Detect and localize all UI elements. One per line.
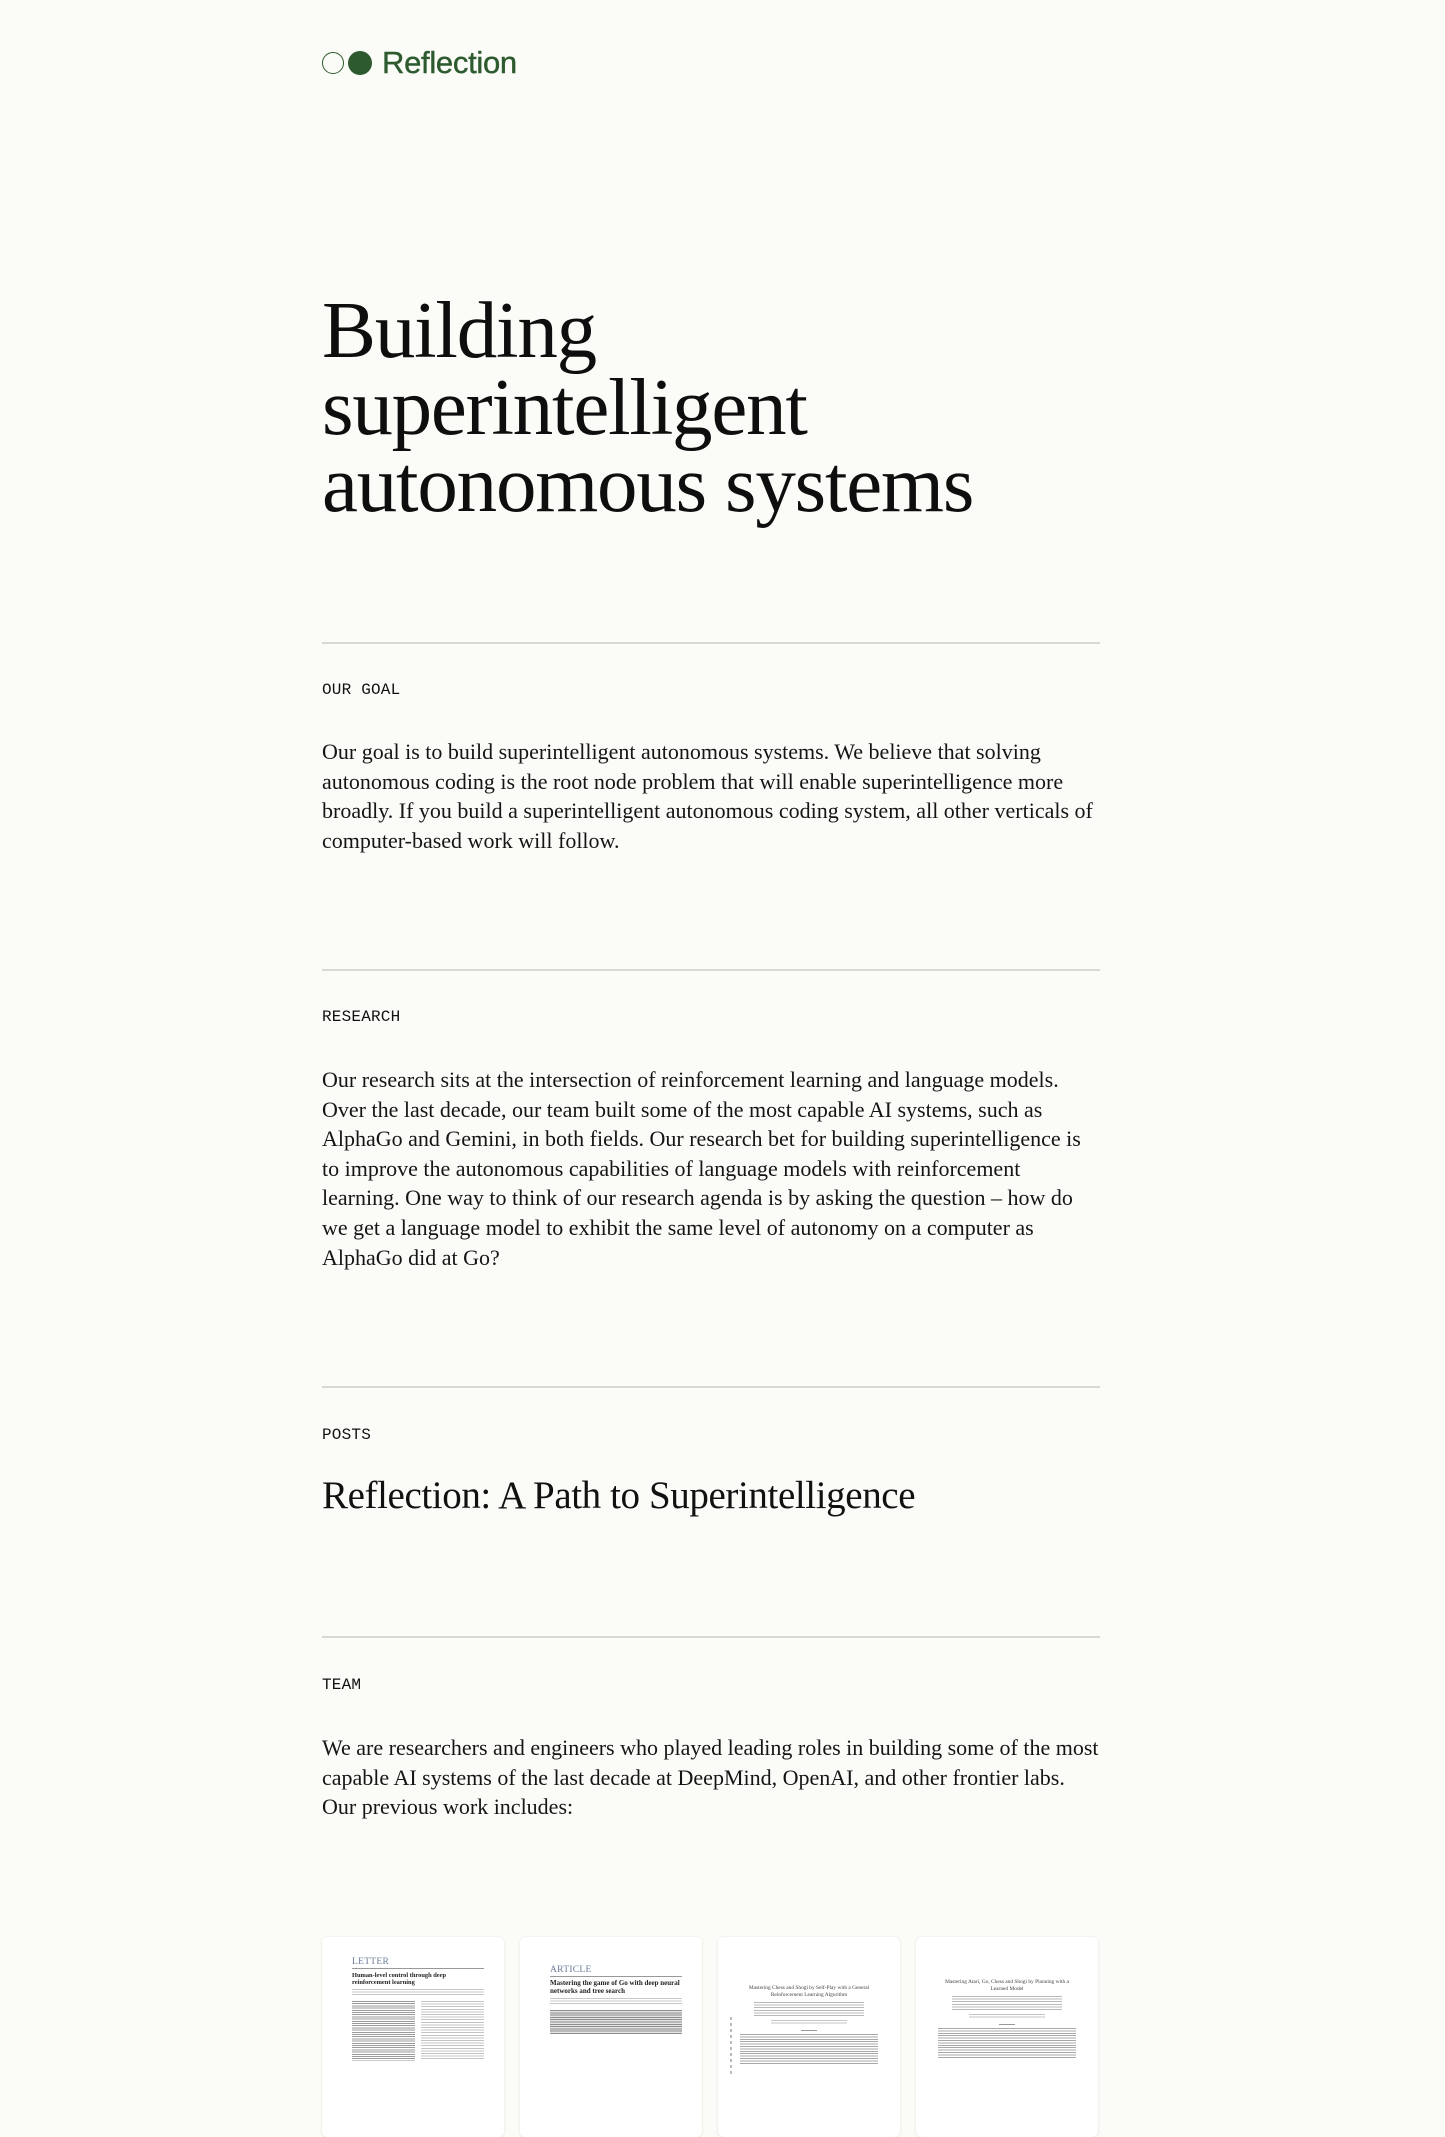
- paper-authors-lines: [550, 1998, 682, 2004]
- hero-title-line-2: superintelligent: [322, 362, 807, 452]
- paper-abstract-lines: [740, 2034, 878, 2064]
- hero-title: [322, 285, 1102, 529]
- logo-wordmark: Reflection: [382, 45, 517, 80]
- team-paragraph: We are researchers and engineers who played leading roles in building some of the most capable AI systems of the last decade at DeepMind, OpenAI, and other frontier labs. Our previous work includes:: [322, 1735, 1099, 1820]
- logo-dot-icon: [348, 51, 372, 75]
- hero-title-line-1: Building: [322, 285, 596, 375]
- paper-column: [421, 2001, 484, 2061]
- section-divider: [322, 1636, 1100, 1638]
- section-label-research: RESEARCH: [322, 1008, 401, 1026]
- section-label-goal: OUR GOAL: [322, 681, 401, 699]
- paper-column: [352, 2001, 415, 2061]
- paper-abstract-heading: [801, 2030, 818, 2031]
- paper-affiliation-lines: [969, 2014, 1045, 2019]
- section-divider: [322, 969, 1100, 971]
- post-link[interactable]: Reflection: A Path to Superintelligence: [322, 1474, 916, 1517]
- logo-link[interactable]: [322, 45, 517, 80]
- goal-paragraph: Our goal is to build superintelligent autonomous systems. We believe that solving autonomous coding is the root node problem that will enable superintelligence more broadly. If you build a superintelligent autonomous coding system, all other verticals of computer-based work will follow.: [322, 739, 1093, 853]
- section-label-posts: POSTS: [322, 1426, 372, 1444]
- paper-kind: ARTICLE: [550, 1965, 682, 1977]
- paper-title: Human-level control through deep reinforcement learning: [352, 1972, 447, 1986]
- logo-ring-icon: [322, 52, 344, 74]
- paper-thumbnail: [352, 1957, 484, 2061]
- arxiv-sidebar-text: [730, 2017, 732, 2077]
- paper-kind: LETTER: [352, 1957, 484, 1969]
- paper-authors-lines: [952, 1996, 1062, 2010]
- paper-thumbnail: [740, 1985, 878, 2064]
- paper-authors-lines: [352, 1989, 484, 1995]
- paper-abstract-box: [550, 2010, 682, 2034]
- paper-abstract-lines: [938, 2028, 1076, 2058]
- paper-title: Mastering Chess and Shogi by Self-Play with a General Reinforcement Learning Algorithm: [748, 1985, 870, 1998]
- paper-thumbnail: [938, 1979, 1076, 2058]
- paper-body-lines: [352, 2001, 484, 2061]
- papers-gallery: [322, 1937, 1100, 2137]
- section-label-team: TEAM: [322, 1676, 362, 1694]
- paper-card-alphago[interactable]: [520, 1937, 702, 2137]
- paper-authors-lines: [754, 2002, 864, 2016]
- section-divider: [322, 1386, 1100, 1388]
- paper-card-muzero[interactable]: [916, 1937, 1098, 2137]
- paper-title: Mastering Atari, Go, Chess and Shogi by Planning with a Learned Model: [945, 1979, 1069, 1992]
- paper-card-dqn[interactable]: [322, 1937, 504, 2137]
- paper-thumbnail: [550, 1965, 682, 2034]
- paper-abstract-heading: [999, 2024, 1016, 2025]
- paper-affiliation-lines: [771, 2020, 847, 2025]
- hero-title-line-3: autonomous systems: [322, 439, 974, 529]
- research-paragraph: Our research sits at the intersection of reinforcement learning and language models. Over the last decade, our team built some of the most capable AI systems, such as AlphaGo and Gemini, in both fields. Our research bet for building superintelligence is to improve the autonomous capabilities of language models with reinforcement learning. One way to think of our research agenda is by asking the question – how do we get a language model to exhibit the same level of autonomy on a computer as AlphaGo did at Go?: [322, 1067, 1081, 1270]
- section-divider: [322, 642, 1100, 644]
- paper-card-alphazero[interactable]: [718, 1937, 900, 2137]
- paper-title: Mastering the game of Go with deep neural networks and tree search: [550, 1979, 680, 1995]
